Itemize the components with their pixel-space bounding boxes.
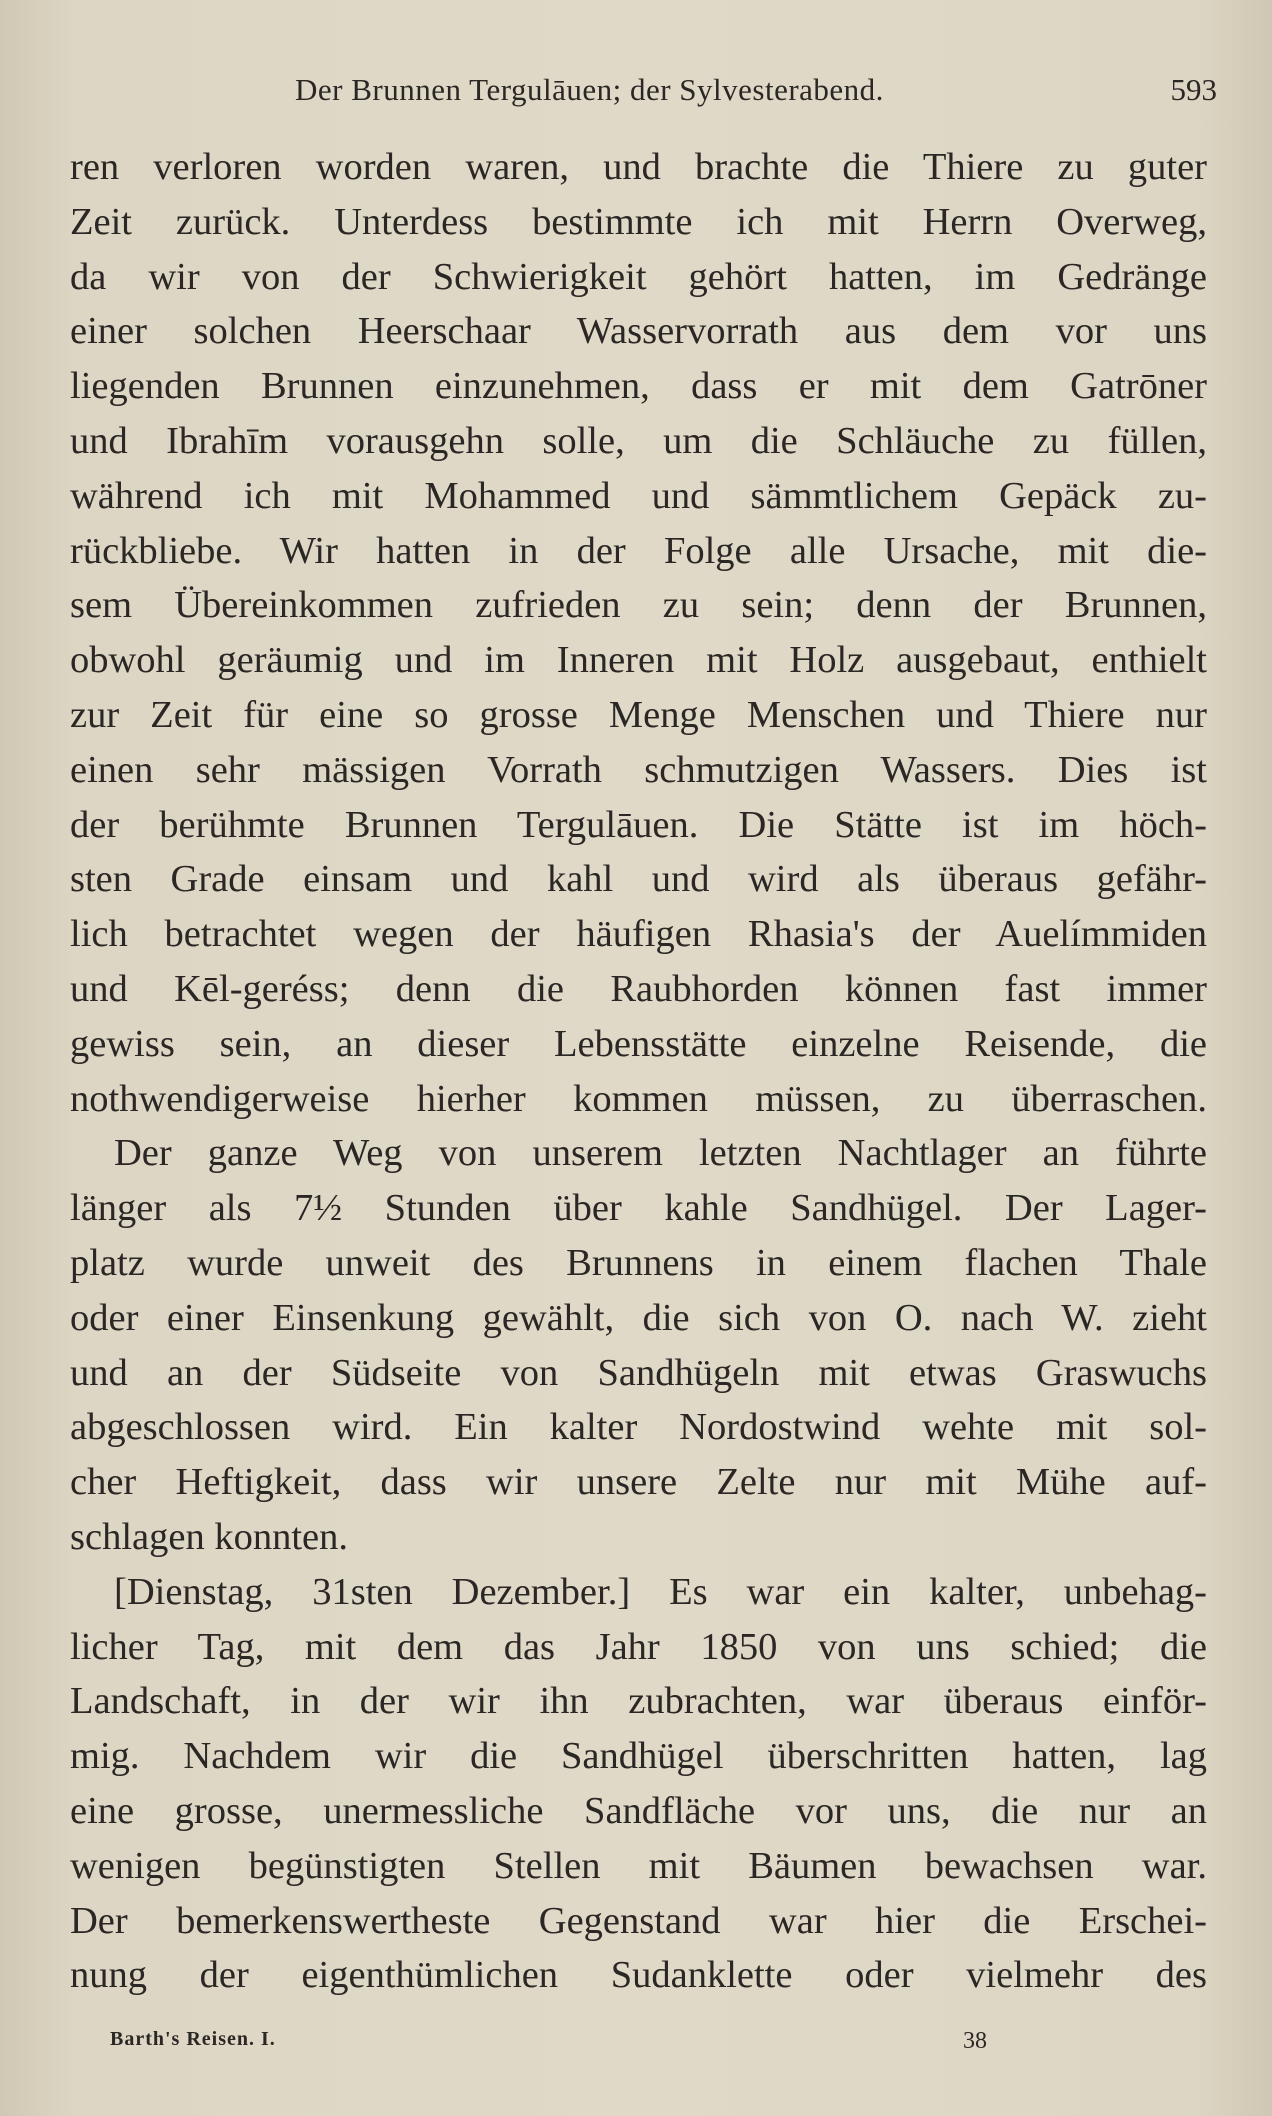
text-line: ren verloren worden waren, und brachte die Thiere zu guter	[70, 146, 1207, 188]
text-line: nung der eigenthümlichen Sudanklette oder vielmehr des	[70, 1954, 1207, 1997]
text-line: schlagen konnten.	[70, 1515, 348, 1558]
page-number: 593	[1170, 72, 1217, 107]
text-line: zur Zeit für eine so grosse Menge Menschen und Thiere nur	[70, 693, 1207, 736]
text-line: sten Grade einsam und kahl und wird als überaus gefähr-	[70, 858, 1207, 901]
text-line: rückbliebe. Wir hatten in der Folge alle Ursache, mit die-	[70, 529, 1207, 572]
text-line: licher Tag, mit dem das Jahr 1850 von uns schied; die	[70, 1625, 1207, 1668]
text-line: [Dienstag, 31sten Dezember.] Es war ein kalter, unbehag-	[114, 1570, 1207, 1613]
text-line: lich betrachtet wegen der häufigen Rhasia's der Auelímmiden	[70, 913, 1207, 956]
text-line: mig. Nachdem wir die Sandhügel überschritten hatten, lag	[70, 1735, 1207, 1778]
text-line: und an der Südseite von Sandhügeln mit etwas Graswuchs	[70, 1351, 1207, 1394]
text-line: da wir von der Schwierigkeit gehört hatten, im Gedränge	[70, 255, 1207, 298]
body-text	[70, 140, 1207, 2003]
running-head	[70, 72, 1217, 112]
text-line: wenigen begünstigten Stellen mit Bäumen bewachsen war.	[70, 1844, 1207, 1887]
text-line: sem Übereinkommen zufrieden zu sein; denn der Brunnen,	[70, 584, 1207, 627]
text-line: Der ganze Weg von unserem letzten Nachtlager an führte	[114, 1132, 1207, 1175]
printer-signature: Barth's Reisen. I.	[110, 2028, 276, 2050]
signature-number: 38	[963, 2028, 987, 2054]
text-line: und Ibrahīm vorausgehn solle, um die Schläuche zu füllen,	[70, 419, 1207, 462]
text-line: Landschaft, in der wir ihn zubrachten, war überaus einför-	[70, 1680, 1207, 1723]
text-line: Zeit zurück. Unterdess bestimmte ich mit Herrn Overweg,	[70, 200, 1207, 243]
text-line: eine grosse, unermessliche Sandfläche vor uns, die nur an	[70, 1789, 1207, 1832]
text-line: gewiss sein, an dieser Lebensstätte einzelne Reisende, die	[70, 1022, 1207, 1065]
text-line: während ich mit Mohammed und sämmtlichem Gepäck zu-	[70, 474, 1207, 517]
text-line: oder einer Einsenkung gewählt, die sich von O. nach W. zieht	[70, 1296, 1207, 1339]
text-line: länger als 7½ Stunden über kahle Sandhügel. Der Lager-	[70, 1187, 1207, 1230]
text-line: nothwendigerweise hierher kommen müssen, zu überraschen.	[70, 1077, 1207, 1120]
text-line: Der bemerkenswertheste Gegenstand war hier die Erschei-	[70, 1899, 1207, 1942]
text-line: cher Heftigkeit, dass wir unsere Zelte nur mit Mühe auf-	[70, 1461, 1207, 1504]
page-footer	[110, 2028, 1110, 2064]
text-line: abgeschlossen wird. Ein kalter Nordostwind wehte mit sol-	[70, 1406, 1207, 1449]
text-line: platz wurde unweit des Brunnens in einem flachen Thale	[70, 1241, 1207, 1284]
text-line: und Kēl-geréss; denn die Raubhorden können fast immer	[70, 967, 1207, 1010]
text-line: obwohl geräumig und im Inneren mit Holz ausgebaut, enthielt	[70, 639, 1207, 682]
text-line: liegenden Brunnen einzunehmen, dass er mit dem Gatrōner	[70, 365, 1207, 408]
running-title: Der Brunnen Tergulāuen; der Sylvesterabend.	[295, 72, 884, 107]
text-line: der berühmte Brunnen Tergulāuen. Die Stätte ist im höch-	[70, 803, 1207, 846]
text-line: einen sehr mässigen Vorrath schmutzigen Wassers. Dies ist	[70, 748, 1207, 791]
text-line: einer solchen Heerschaar Wasservorrath aus dem vor uns	[70, 310, 1207, 353]
